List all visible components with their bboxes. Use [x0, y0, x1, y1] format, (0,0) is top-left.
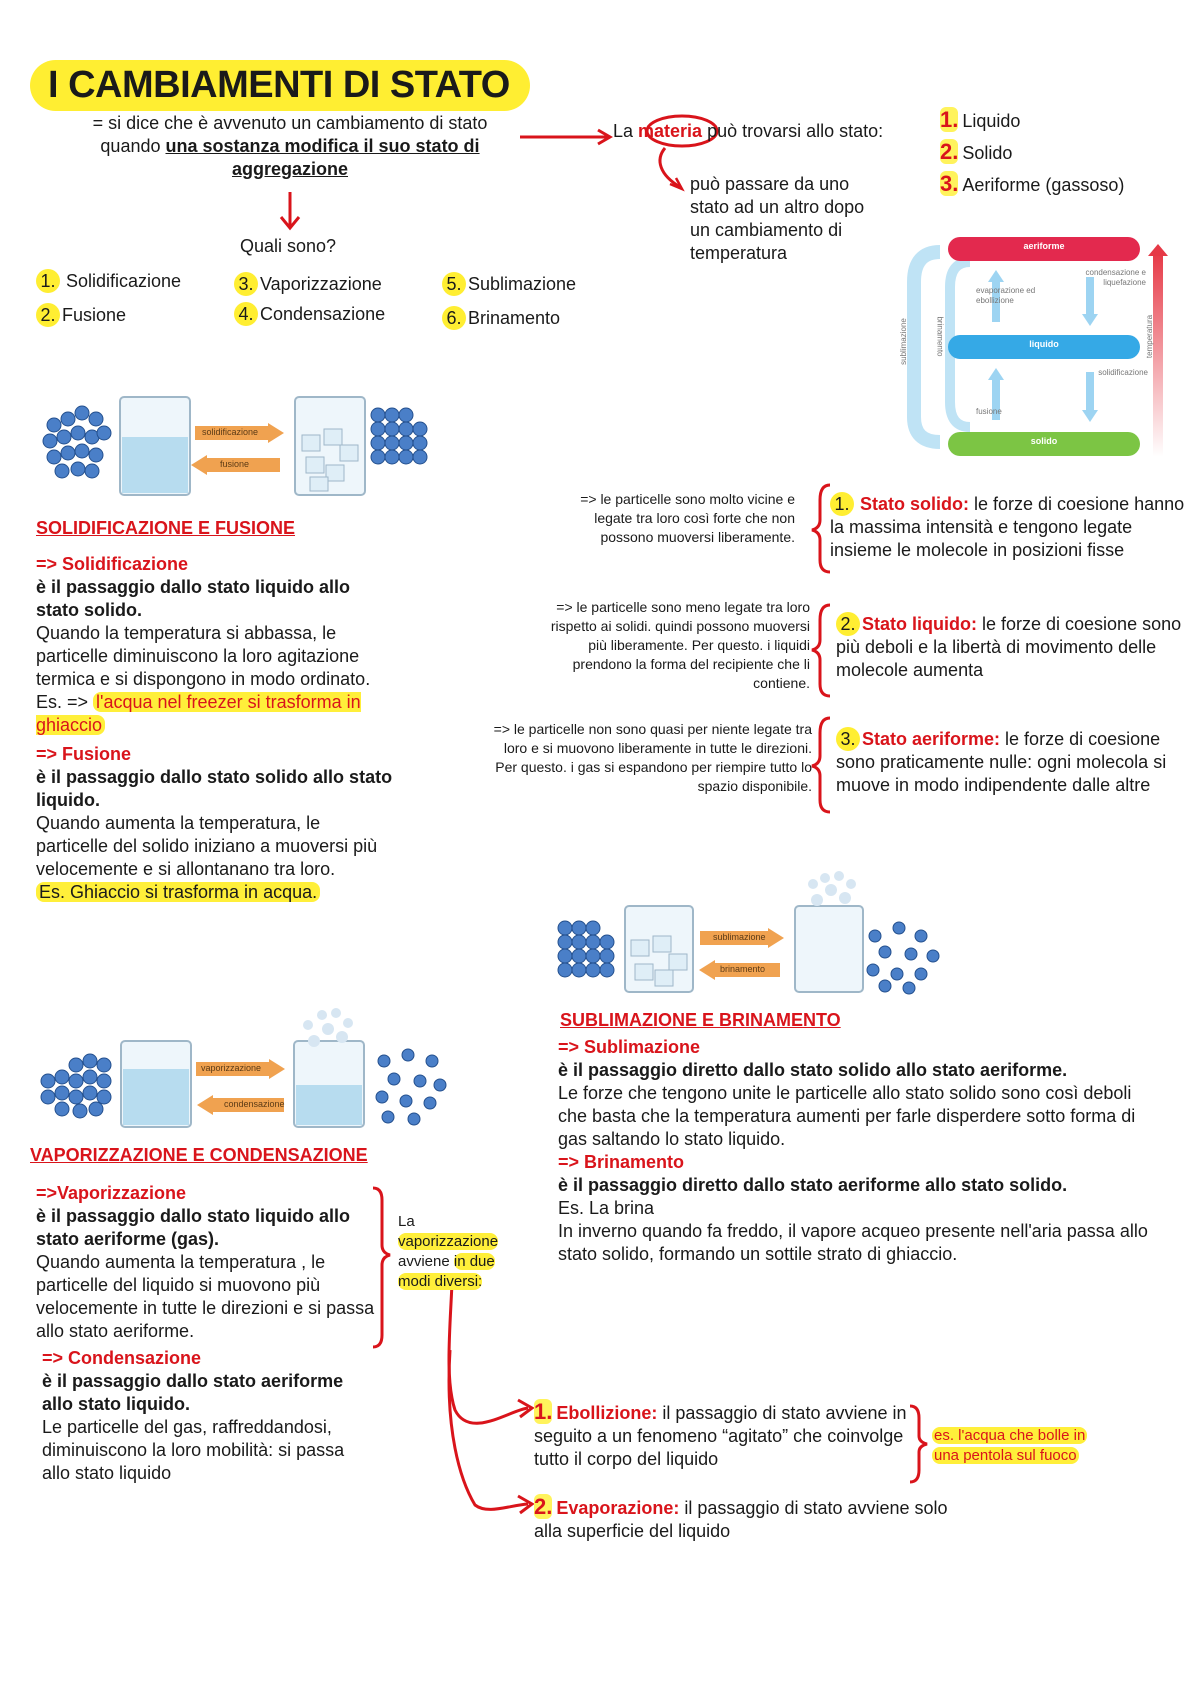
state-solid-num: 1.: [830, 492, 854, 516]
diagram-sublimazione: sublimazione: [898, 318, 908, 365]
change-1: [36, 269, 181, 293]
heading-sub-brin: SUBLIMAZIONE E BRINAMENTO: [560, 1010, 841, 1030]
example-note: [932, 1426, 1087, 1466]
def-sublimazione: è il passaggio diretto dallo stato solido allo stato aeriforme.: [558, 1060, 1068, 1080]
img-label-condensazione: condensazione: [224, 1099, 285, 1109]
change-5-label: Sublimazione: [468, 274, 577, 294]
ex1-highlight: l'acqua nel freezer si trasforma in ghiaccio: [36, 692, 361, 735]
ex1-pre: Es. =>: [36, 692, 94, 712]
mode-2-text: il passaggio di stato avviene solo alla superficie del liquido: [534, 1498, 948, 1541]
definition-line3: aggregazione: [231, 159, 349, 179]
definition-line2: una sostanza modifica il suo stato di: [165, 136, 480, 156]
mode-1-num: 1.: [534, 1399, 553, 1424]
materia-note-line: un cambiamento di: [690, 220, 843, 240]
definition: [60, 112, 520, 181]
change-2-num: 2.: [36, 303, 60, 327]
text-condensazione: Le particelle del gas, raffreddandosi, diminuiscono la loro mobilità: si passa allo stato liquido: [42, 1417, 345, 1483]
img-label-sublimazione: sublimazione: [713, 932, 766, 942]
state-solido: [940, 140, 1012, 165]
change-2: [36, 303, 126, 327]
def-vaporizzazione: è il passaggio dallo stato liquido allo stato aeriforme (gas).: [36, 1206, 351, 1249]
materia-note-line: stato ad un altro dopo: [690, 197, 865, 217]
materia-word: materia: [638, 121, 703, 141]
change-4: [234, 302, 385, 326]
state-liquid-text: le forze di coesione sono più deboli e la libertà di movimento delle molecole aumenta: [836, 614, 1182, 680]
state-solid-detail: [830, 492, 1185, 562]
change-4-num: 4.: [234, 302, 258, 326]
heading-vap-cond: VAPORIZZAZIONE E CONDENSAZIONE: [30, 1145, 368, 1165]
mode-2-num: 2.: [534, 1494, 553, 1519]
note-gas: => le particelle non sono quasi per niente legate tra loro e si muovono liberamente in tutte le direzioni. Per questo. i gas si espandono per riempire tutto lo spazio disponibile.: [493, 721, 812, 794]
change-1-label: Solidificazione: [66, 271, 182, 291]
text-sublimazione: Le forze che tengono unite le particelle allo stato solido sono così deboli che basta che la temperatura aumenti per farle disperdere sotto forma di gas saltando lo stato liquido.: [558, 1083, 1136, 1149]
state-2-num: 2.: [940, 139, 959, 164]
sub-fusione: => Fusione: [36, 744, 132, 764]
sub-solidificazione: => Solidificazione: [36, 554, 189, 574]
sub-condensazione: => Condensazione: [42, 1348, 202, 1368]
sub-brinamento: => Brinamento: [558, 1152, 685, 1172]
illustration-vap-cond: [36, 1005, 446, 1130]
diagram-aeriforme: aeriforme: [1023, 241, 1065, 251]
img-label-fusione: fusione: [220, 459, 250, 469]
state-3-label: Aeriforme (gassoso): [962, 175, 1125, 195]
state-aeriforme: [940, 172, 1124, 197]
quali-sono: Quali sono?: [240, 236, 337, 256]
note-solid: => le particelle sono molto vicine e legate tra loro così forte che non possono muoversi liberamente.: [580, 491, 795, 545]
sub-sublimazione: => Sublimazione: [558, 1037, 701, 1057]
vap-note-l2: vaporizzazione: [398, 1233, 499, 1250]
page-title: I CAMBIAMENTI DI STATO: [30, 60, 530, 111]
diagram-evaporazione: evaporazione ed ebollizione: [976, 286, 1036, 305]
state-2-label: Solido: [962, 143, 1013, 163]
change-6-label: Brinamento: [468, 308, 561, 328]
vap-note-l3-hl: in due: [453, 1253, 495, 1270]
ex-brinamento: Es. La brina: [558, 1198, 655, 1218]
state-diagram: [900, 232, 1175, 462]
diagram-condensazione: condensazione e liquefazione: [1085, 268, 1146, 287]
change-3: [234, 272, 382, 296]
change-3-label: Vaporizzazione: [260, 274, 382, 294]
diagram-brinamento: brinamento: [935, 316, 945, 357]
materia-line: [613, 120, 883, 143]
mode-evaporazione: [534, 1495, 954, 1543]
def-solidificazione: è il passaggio dallo stato liquido allo stato solido.: [36, 577, 351, 620]
example-note-l1: es. l'acqua che bolle in: [934, 1427, 1086, 1444]
vap-note-l4: modi diversi:: [398, 1273, 483, 1290]
diagram-solidificazione: solidificazione: [1098, 368, 1148, 377]
definition-line1: = si dice che è avvenuto un cambiamento di stato: [92, 113, 488, 133]
change-3-num: 3.: [234, 272, 258, 296]
mode-ebollizione: [534, 1400, 919, 1471]
state-liquid-name: Stato liquido:: [862, 614, 977, 634]
diagram-temperatura: temperatura: [1145, 314, 1155, 359]
mode-2-name: Evaporazione:: [556, 1498, 680, 1518]
state-solid-text: le forze di coesione hanno la massima intensità e tengono legate insieme le molecole in posizioni fisse: [830, 494, 1185, 560]
state-gas-text: le forze di coesione sono praticamente nulle: ogni molecola si muove in modo indipendente dalle altre: [836, 729, 1167, 795]
state-gas-detail: [836, 727, 1191, 797]
sub-brin-body: [558, 1036, 1158, 1266]
vap-note-l3-pre: avviene: [398, 1253, 454, 1270]
heading-solid-fusion: SOLIDIFICAZIONE E FUSIONE: [36, 518, 296, 538]
change-4-label: Condensazione: [260, 304, 386, 324]
sub-vaporizzazione: =>Vaporizzazione: [36, 1183, 187, 1203]
change-5: [442, 272, 576, 296]
vap-note: [398, 1212, 498, 1292]
materia-pre: La: [613, 121, 639, 141]
vap-cond-body: [36, 1182, 376, 1485]
change-1-num: 1.: [36, 269, 60, 293]
img-label-brinamento: brinamento: [720, 964, 766, 974]
note-liquid: => le particelle sono meno legate tra loro rispetto ai solidi. quindi possono muoversi più liberamente. Per questo. i liquidi prendono la forma del recipiente che li contiene.: [550, 599, 810, 691]
mode-1-text: il passaggio di stato avviene in seguito a un fenomeno “agitato” che coinvolge tutto il corpo del liquido: [534, 1403, 907, 1469]
def-fusione: è il passaggio dallo stato solido allo stato liquido.: [36, 767, 393, 810]
ex2-highlight: Es. Ghiaccio si trasforma in acqua.: [36, 882, 320, 902]
state-1-num: 1.: [940, 107, 959, 132]
text-fusione: Quando aumenta la temperatura, le particelle del solido iniziano a muoversi più velocemente e si allontanano tra loro.: [36, 813, 378, 879]
state-liquid-detail: [836, 612, 1186, 682]
change-5-num: 5.: [442, 272, 466, 296]
state-gas-num: 3.: [836, 727, 860, 751]
diagram-solido: solido: [1030, 436, 1058, 446]
text-solidificazione: Quando la temperatura si abbassa, le particelle diminuiscono la loro agitazione termica e si dispongono in modo ordinato.: [36, 623, 371, 689]
change-2-label: Fusione: [62, 305, 127, 325]
diagram-liquido: liquido: [1029, 339, 1059, 349]
state-gas-name: Stato aeriforme:: [862, 729, 1001, 749]
materia-note: [690, 173, 910, 265]
materia-note-line: può passare da uno: [690, 174, 850, 194]
text-brinamento: In inverno quando fa freddo, il vapore acqueo presente nell'aria passa allo stato solido, formando un sottile strato di ghiaccio.: [558, 1221, 1148, 1264]
def-condensazione: è il passaggio dallo stato aeriforme allo stato liquido.: [42, 1371, 344, 1414]
materia-note-line: temperatura: [690, 243, 788, 263]
state-liquid-num: 2.: [836, 612, 860, 636]
illustration-sub-brin: [555, 870, 945, 995]
diagram-fusione: fusione: [976, 407, 1002, 416]
def-brinamento: è il passaggio diretto dallo stato aeriforme allo stato solido.: [558, 1175, 1068, 1195]
state-3-num: 3.: [940, 171, 959, 196]
beaker-illustration: [40, 385, 430, 500]
state-solid-name: Stato solido:: [860, 494, 969, 514]
state-liquido: [940, 108, 1020, 133]
state-1-label: Liquido: [962, 111, 1021, 131]
materia-post: può trovarsi allo stato:: [702, 121, 884, 141]
illustration-solid-fusion: [40, 385, 430, 500]
img-label-solidificazione: solidificazione: [202, 427, 259, 437]
definition-line2-pre: quando: [100, 136, 166, 156]
vap-note-l1: La: [398, 1213, 415, 1230]
change-6-num: 6.: [442, 306, 466, 330]
example-note-l2: una pentola sul fuoco: [934, 1447, 1077, 1464]
mode-1-name: Ebollizione:: [556, 1403, 658, 1423]
change-6: [442, 306, 560, 330]
img-label-vaporizzazione: vaporizzazione: [201, 1063, 262, 1073]
text-vaporizzazione: Quando aumenta la temperatura , le particelle del liquido si muovono più velocemente in tutte le direzioni e si passa allo stato aeriforme.: [36, 1252, 375, 1341]
solid-fusion-body: [36, 553, 396, 904]
